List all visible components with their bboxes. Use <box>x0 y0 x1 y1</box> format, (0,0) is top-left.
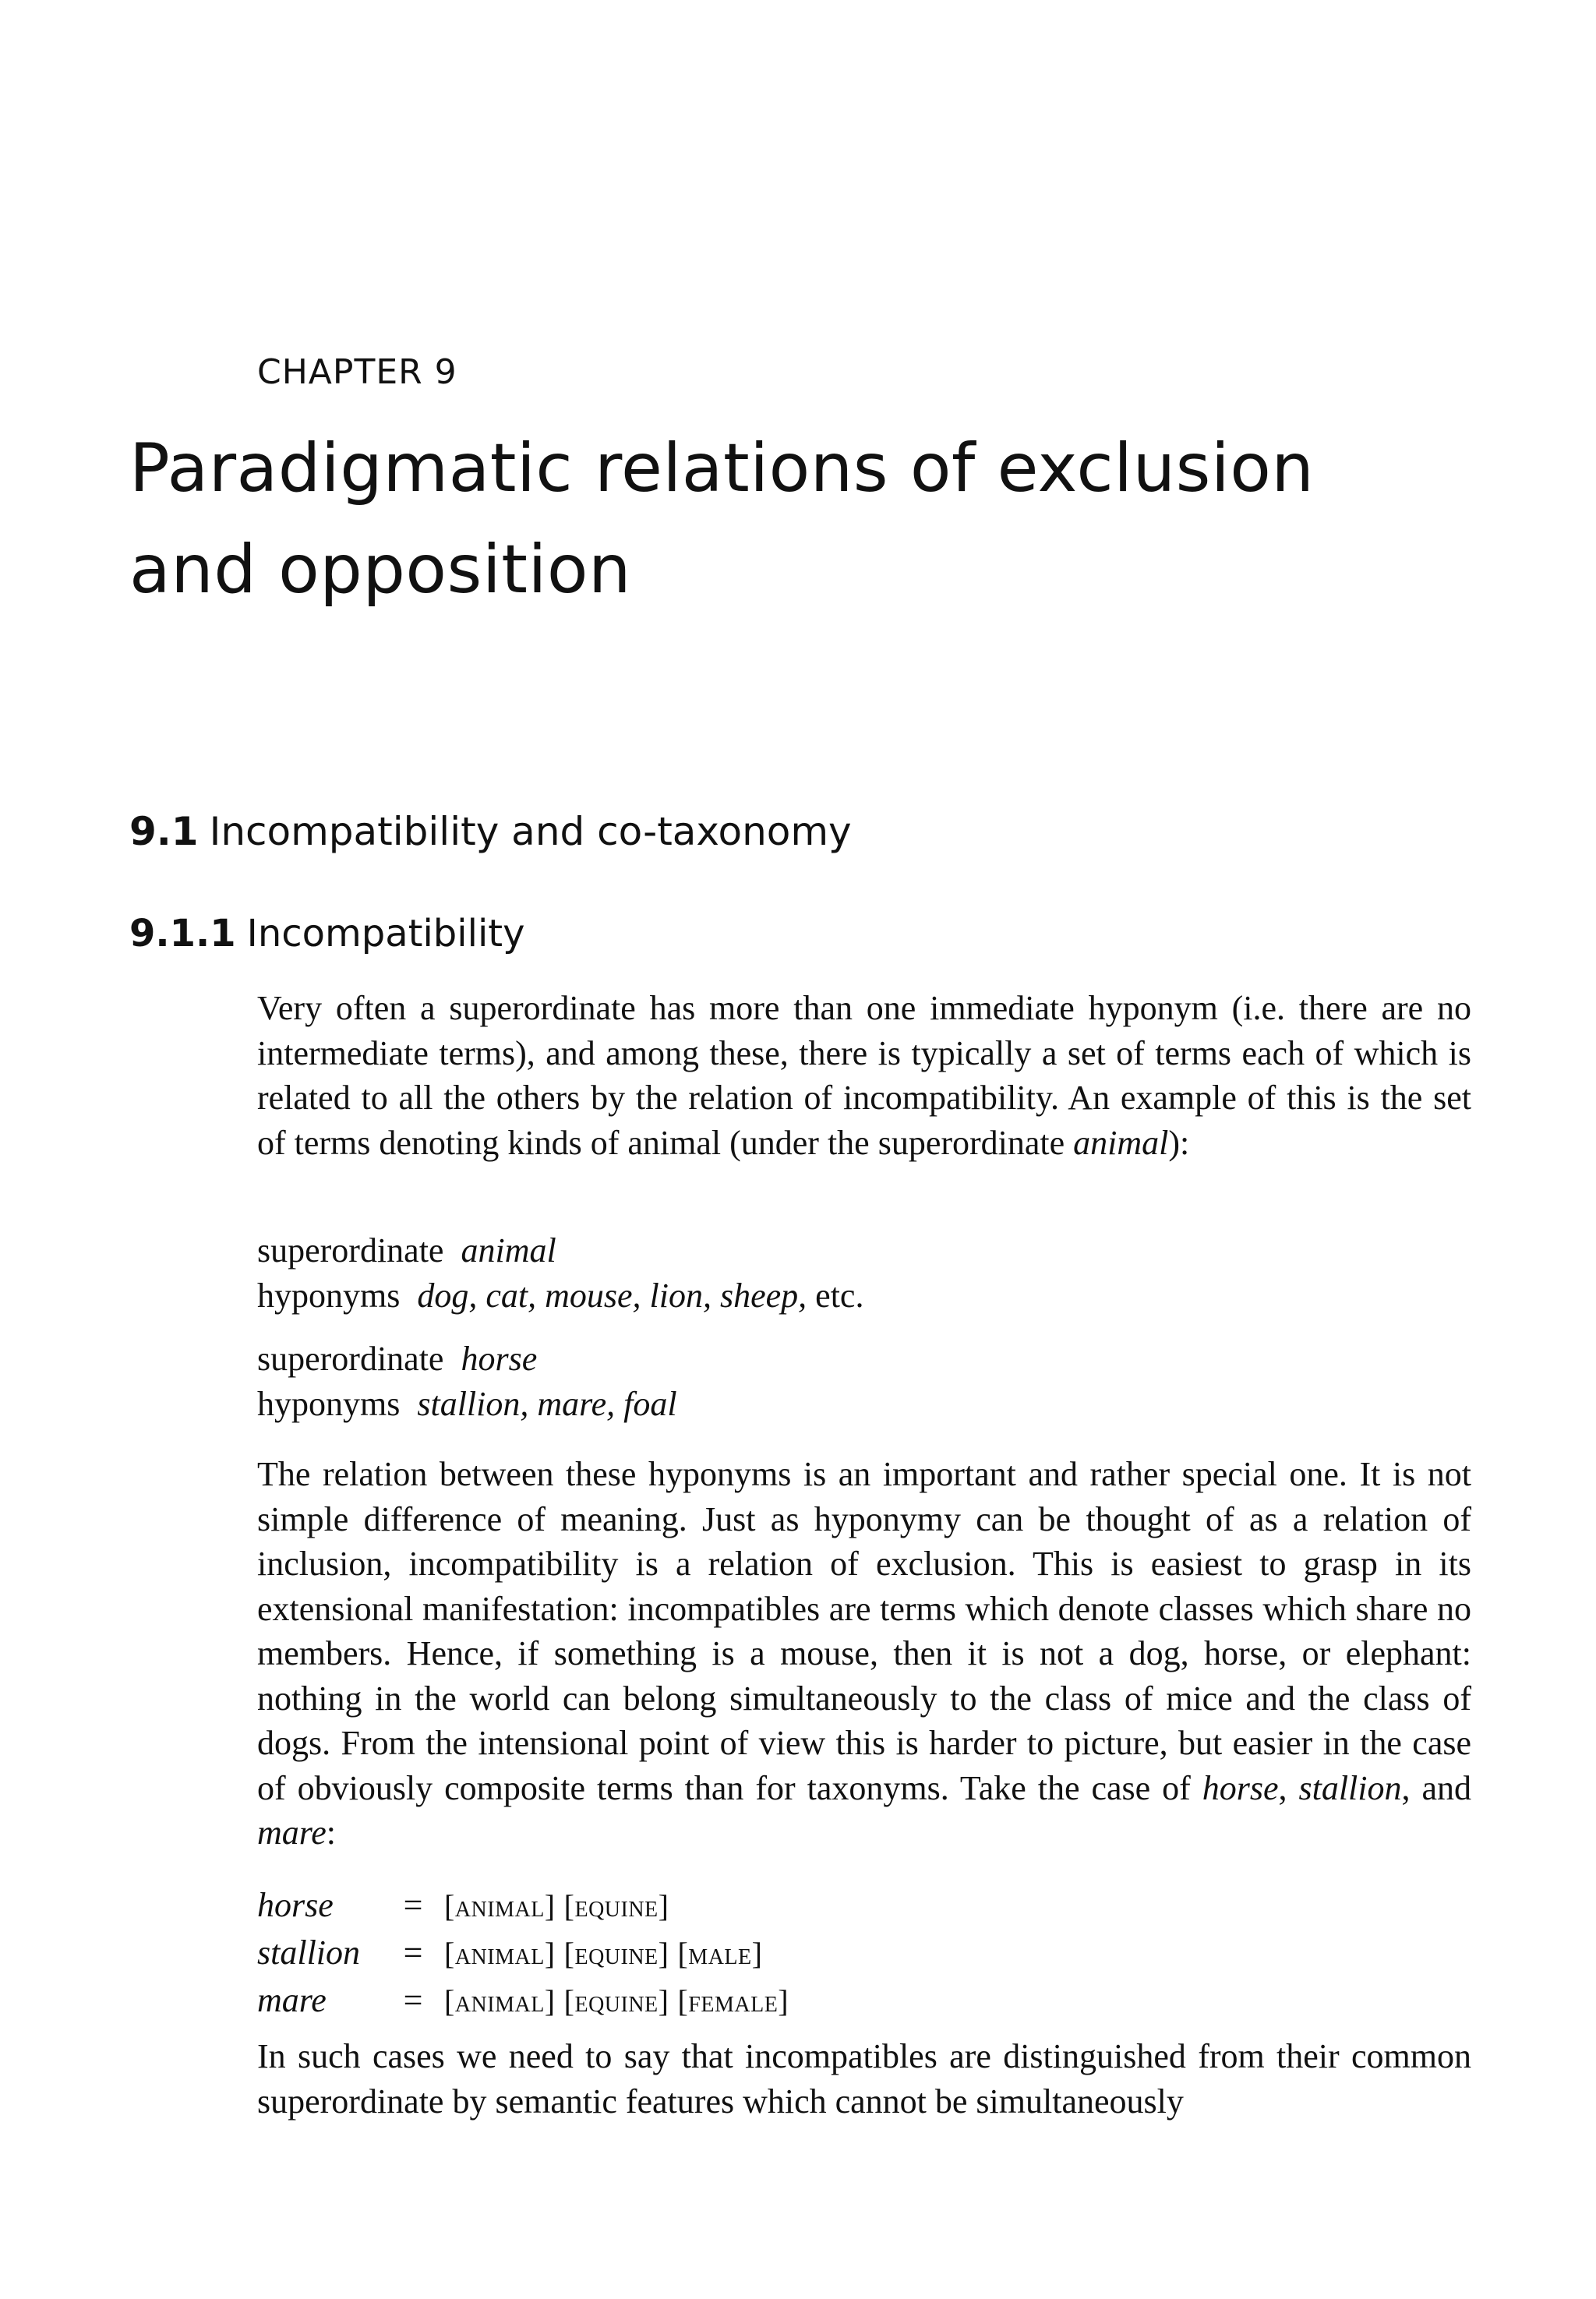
section-title: Incompatibility and co-taxonomy <box>209 809 852 854</box>
hyponyms-label: hyponyms <box>257 1384 401 1423</box>
hyponym-terms: stallion, mare, foal <box>417 1384 677 1423</box>
section-heading <box>129 809 852 854</box>
equals-sign: = <box>403 1886 423 1924</box>
feature-term: mare <box>257 1981 327 2019</box>
feature-row <box>257 1882 789 1930</box>
section-number: 9.1 <box>129 809 199 854</box>
feature-values <box>444 1977 789 2025</box>
feature-animal: [animal] <box>444 1936 556 1971</box>
paragraph-3: In such cases we need to say that incompatibles are distinguished from their common superordinate by semantic features which cannot be simultaneously <box>257 2037 1471 2121</box>
feature-term: stallion <box>257 1933 361 1972</box>
paragraph-2-separator: , <box>1278 1768 1299 1807</box>
paragraph-1-end: ): <box>1168 1123 1190 1162</box>
example-animal-superordinate <box>257 1228 1348 1273</box>
paragraph-2-term-mare: mare <box>257 1813 327 1852</box>
superordinate-label: superordinate <box>257 1340 444 1378</box>
paragraph-2-end: : <box>326 1813 337 1852</box>
feature-term: horse <box>257 1886 334 1924</box>
feature-values <box>444 1882 789 1930</box>
feature-equine: [equine] <box>563 1983 669 2018</box>
subsection-title: Incompatibility <box>246 912 525 955</box>
chapter-title <box>129 418 1532 620</box>
paragraph-2-term-horse: horse <box>1202 1768 1279 1807</box>
example-horse-hyponyms <box>257 1382 1348 1427</box>
feature-table <box>257 1882 789 2025</box>
feature-row <box>257 1977 789 2025</box>
chapter-label: CHAPTER 9 <box>257 352 457 392</box>
example-animal <box>257 1228 1348 1318</box>
chapter-title-line-2: and opposition <box>129 531 631 609</box>
superordinate-term: animal <box>461 1231 556 1270</box>
superordinate-term: horse <box>461 1340 538 1378</box>
feature-equine: [equine] <box>563 1888 669 1923</box>
feature-values <box>444 1930 789 1977</box>
feature-equine: [equine] <box>563 1936 669 1971</box>
feature-male: [male] <box>677 1936 763 1971</box>
paragraph-2-text: The relation between these hyponyms is an important and rather special one. It is not simple difference of meaning. Just as hyponymy can be thought of as a relation of inclusion, incompatibility is a relation of exclusion. This is easiest to grasp in its extensional manifestation: incompatibles are terms which denote classes which share no members. Hence, if something is a mouse, then it is not a dog, horse, or elephant: nothing in the world can belong simultaneously to the class of mice and the class of dogs. From the intensional point of view this is harder to picture, but easier in the case of obviously composite terms than for taxonyms. Take the case of <box>257 1455 1471 1807</box>
feature-female: [female] <box>677 1983 789 2018</box>
subsection-heading <box>129 912 525 955</box>
hyponym-suffix: etc. <box>807 1276 864 1315</box>
feature-animal: [animal] <box>444 1888 556 1923</box>
paragraph-2 <box>257 1452 1471 1856</box>
chapter-title-line-1: Paradigmatic relations of exclusion <box>129 429 1315 507</box>
subsection-number: 9.1.1 <box>129 912 236 955</box>
equals-sign: = <box>403 1933 423 1972</box>
paragraph-1-italic-term: animal <box>1073 1123 1169 1162</box>
paragraph-1-text: Very often a superordinate has more than one immediate hyponym (i.e. there are no intermediate terms), and among these, there is typically a set of terms each of which is related to all the others by the relation of incompatibility. An example of this is the set of terms denoting kinds of animal (under the superordinate <box>257 989 1471 1162</box>
hyponyms-label: hyponyms <box>257 1276 401 1315</box>
example-animal-hyponyms <box>257 1273 1348 1319</box>
hyponym-terms: dog, cat, mouse, lion, sheep, <box>417 1276 807 1315</box>
paragraph-2-separator: , and <box>1401 1768 1472 1807</box>
feature-animal: [animal] <box>444 1983 556 2018</box>
feature-row <box>257 1930 789 1977</box>
superordinate-label: superordinate <box>257 1231 444 1270</box>
paragraph-2-term-stallion: stallion <box>1298 1768 1402 1807</box>
example-horse-superordinate <box>257 1337 1348 1382</box>
equals-sign: = <box>403 1981 423 2019</box>
example-horse <box>257 1337 1348 1426</box>
paragraph-1 <box>257 986 1471 1165</box>
